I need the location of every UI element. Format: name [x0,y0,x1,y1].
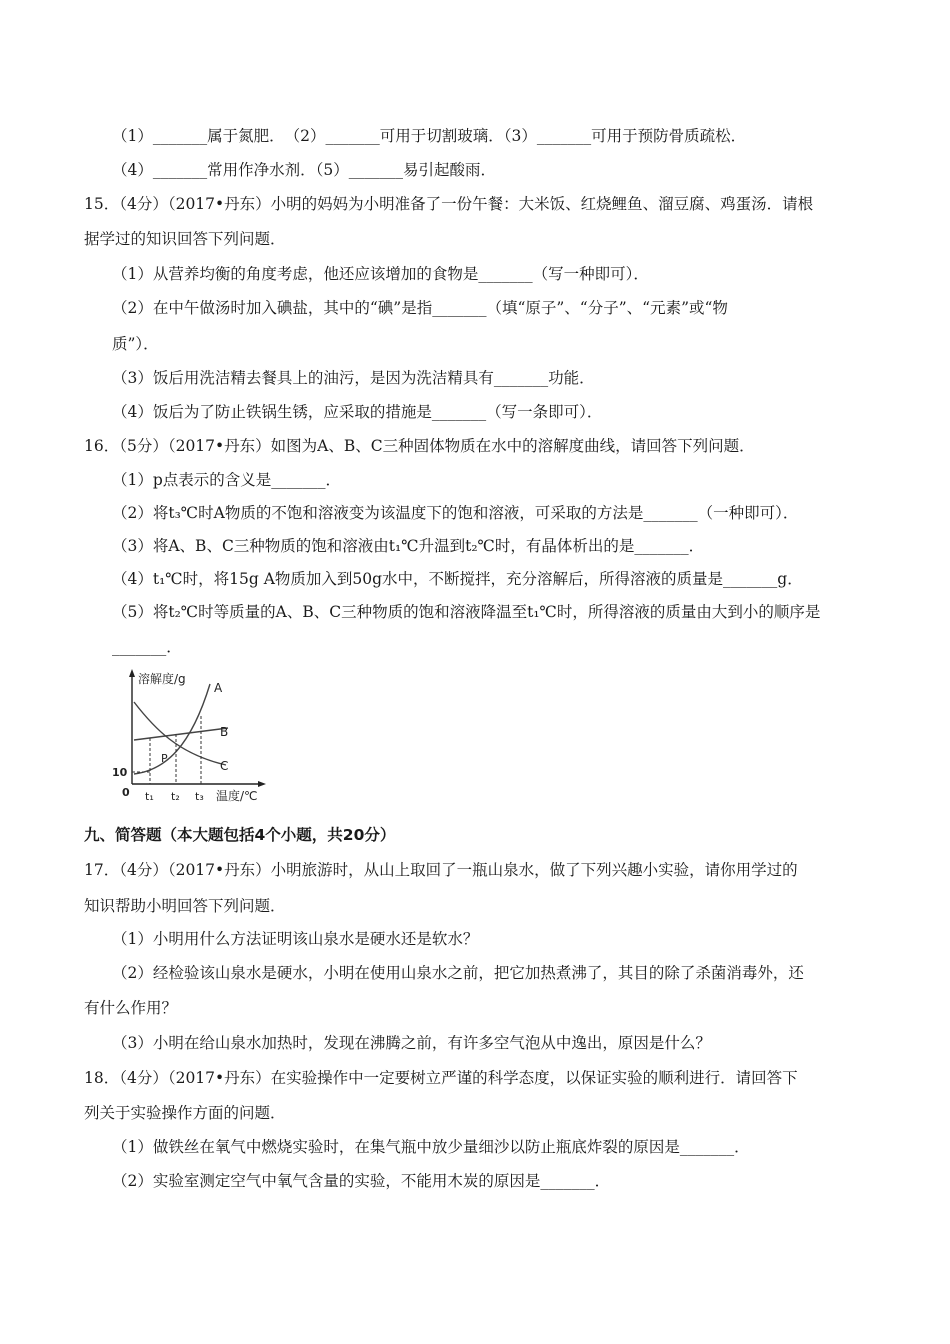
q14-line-2: （4）_______常用作净水剂．（5）_______易引起酸雨． [112,161,496,179]
q17-sub-1: （1）小明用什么方法证明该山泉水是硬水还是软水？ [112,930,479,948]
section-9-title: 九、简答题（本大题包括4个小题，共20分） [84,826,396,844]
q16-sub-5a: （5）将t₂℃时等质量的A、B、C三种物质的饱和溶液降温至t₁℃时，所得溶液的质量由大到小的顺序是 [112,603,821,621]
x-axis-arrow [258,781,266,787]
label-t2: t₂ [171,790,180,803]
q17-sub-3: （3）小明在给山泉水加热时，发现在沸腾之前，有许多空气泡从中逸出，原因是什么？ [112,1034,711,1052]
y-axis-label: 溶解度/g [138,672,186,686]
curve-a [134,684,210,774]
q18-stem-2: 列关于实验操作方面的问题． [84,1104,286,1122]
q15-stem-1: 15．（4分）（2017•丹东）小明的妈妈为小明准备了一份午餐：大米饭、红烧鲤鱼、溜豆腐、鸡蛋汤．请根 [84,195,814,213]
q15-sub-4: （4）饭后为了防止铁锅生锈，应采取的措施是_______（写一条即可）． [112,403,603,421]
label-p: P [161,752,168,765]
solubility-graph [106,666,276,806]
curve-b [134,728,228,740]
label-a: A [214,681,223,695]
q17-stem-2: 知识帮助小明回答下列问题． [84,897,286,915]
q15-sub-2a: （2）在中午做汤时加入碘盐，其中的“碘”是指_______（填“原子”、“分子”、“元素”或“物 [112,299,728,317]
q17-stem-1: 17．（4分）（2017•丹东）小明旅游时，从山上取回了一瓶山泉水，做了下列兴趣小实验，请你用学过的 [84,861,798,879]
q15-stem-2: 据学过的知识回答下列问题． [84,230,286,248]
q16-sub-2: （2）将t₃℃时A物质的不饱和溶液变为该温度下的饱和溶液，可采取的方法是_______（一种即可）． [112,504,799,522]
label-c: C [220,759,229,773]
q14-line-1: （1）_______属于氮肥． （2）_______可用于切割玻璃．（3）_______可用于预防骨质疏松． [112,127,747,145]
x-axis-label: 温度/℃ [216,789,258,803]
q15-sub-3: （3）饭后用洗洁精去餐具上的油污，是因为洗洁精具有_______功能． [112,369,595,387]
q17-sub-2b: 有什么作用？ [84,999,178,1017]
q16-sub-1: （1）p点表示的含义是_______． [112,471,342,489]
q16-stem: 16．（5分）（2017•丹东）如图为A、B、C三种固体物质在水中的溶解度曲线，请回答下列问题． [84,437,755,455]
q16-sub-5b: _______． [112,638,182,656]
label-10: 10 [112,766,128,779]
label-origin: 0 [122,786,130,799]
q18-stem-1: 18．（4分）（2017•丹东）在实验操作中一定要树立严谨的科学态度，以保证实验的顺利进行．请回答下 [84,1069,798,1087]
q16-sub-4: （4）t₁℃时，将15g A物质加入到50g水中，不断搅拌，充分溶解后，所得溶液的质量是_______g． [112,570,803,588]
q18-sub-2: （2）实验室测定空气中氧气含量的实验，不能用木炭的原因是_______． [112,1172,611,1190]
q18-sub-1: （1）做铁丝在氧气中燃烧实验时，在集气瓶中放少量细沙以防止瓶底炸裂的原因是_______． [112,1138,750,1156]
q15-sub-1: （1）从营养均衡的角度考虑，他还应该增加的食物是_______（写一种即可）． [112,265,649,283]
q15-sub-2b: 质”）． [112,335,159,353]
label-b: B [220,725,229,739]
q16-sub-3: （3）将A、B、C三种物质的饱和溶液由t₁℃升温到t₂℃时，有晶体析出的是_______． [112,537,705,555]
label-t1: t₁ [145,790,154,803]
q17-sub-2a: （2）经检验该山泉水是硬水，小明在使用山泉水之前，把它加热煮沸了，其目的除了杀菌消毒外，还 [112,964,804,982]
label-t3: t₃ [195,790,204,803]
y-axis-arrow [129,669,135,677]
